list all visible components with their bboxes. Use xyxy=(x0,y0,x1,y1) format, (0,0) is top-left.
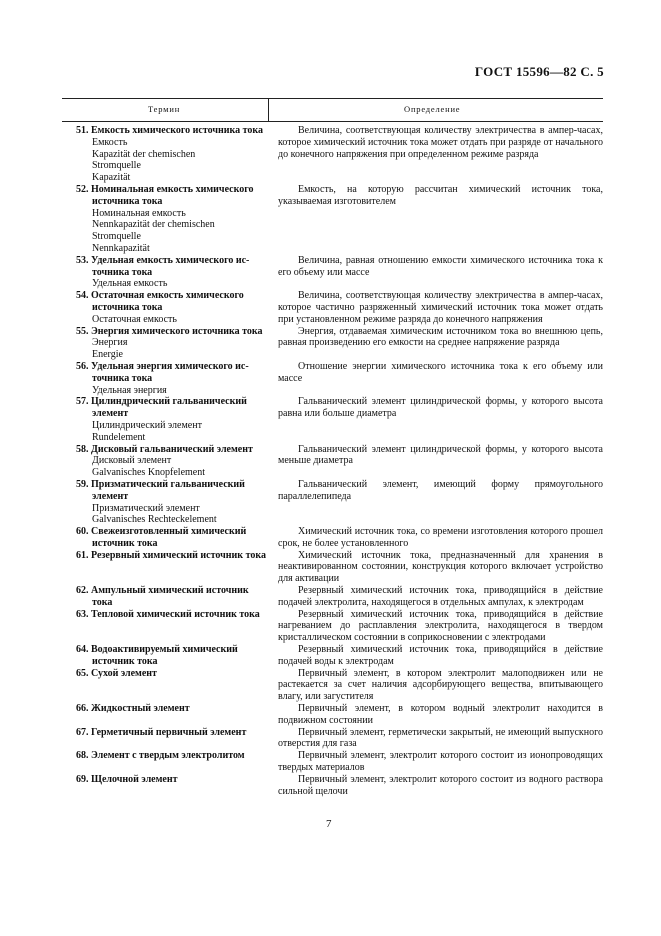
table-row xyxy=(62,184,603,255)
definition-text: Резервный химический источник тока, приводящийся в действие подачей воды к электродам xyxy=(278,644,603,667)
term-title: 59. Призматический гальванический xyxy=(76,478,245,490)
definition-text: Первичный элемент, в котором водный электролит находится в подвижном состоянии xyxy=(278,703,603,726)
term-cell xyxy=(62,444,268,479)
term-title: 65. Сухой элемент xyxy=(76,667,157,679)
term-synonym: Galvanisches Rechteckelement xyxy=(92,514,217,526)
term-synonym: Цилиндрический элемент xyxy=(92,419,202,431)
term-title: 63. Тепловой химический источник тока xyxy=(76,608,260,620)
definition-text: Отношение энергии химического источника тока к его объему или массе xyxy=(278,360,603,384)
term-cell xyxy=(62,750,268,774)
term-title: 66. Жидкостный элемент xyxy=(76,703,190,715)
table-row xyxy=(62,550,603,585)
definition-cell xyxy=(268,326,603,361)
definition-text: Первичный элемент, в котором электролит малоподвижен или не растекается за счет наличия адсорбирующего вещества, впитывающего влагу, или загустителя xyxy=(278,667,603,703)
term-title: 67. Герметичный первичный элемент xyxy=(76,726,247,738)
term-title: элемент xyxy=(92,490,129,502)
table-top-rule xyxy=(62,98,603,99)
term-cell xyxy=(62,184,268,255)
definition-text: Первичный элемент, герметически закрытый, не имеющий выпускного отверстия для газа xyxy=(278,726,603,750)
definition-text: Гальванический элемент цилиндрической формы, у которого высота равна или больше диаметра xyxy=(278,396,603,420)
term-title: 68. Элемент с твердым электролитом xyxy=(76,750,245,762)
term-title: 69. Щелочной элемент xyxy=(76,773,178,785)
term-cell xyxy=(62,727,268,751)
column-divider xyxy=(268,98,269,122)
term-synonym: Energie xyxy=(92,349,123,361)
definition-text: Гальванический элемент цилиндрической формы, у которого высота меньше диаметра xyxy=(278,443,603,467)
definition-text: Величина, равная отношению емкости химического источника тока к его объему или массе xyxy=(278,254,603,278)
definition-cell xyxy=(268,184,603,255)
term-title: элемент xyxy=(92,408,129,420)
definition-text: Первичный элемент, электролит которого состоит из ионопроводящих твердых материалов xyxy=(278,750,603,774)
term-cell xyxy=(62,479,268,526)
definition-text: Первичный элемент, электролит которого состоит из водного раствора сильной щелочи xyxy=(278,773,603,797)
definition-text: Резервный химический источник тока, приводящийся в действие нагреванием до расплавления электролита, находящегося в твердом кристаллическом состоянии в соприкосновении с электродами xyxy=(278,608,603,644)
table-row xyxy=(62,479,603,526)
definition-cell xyxy=(268,125,603,184)
term-synonym: Номинальная емкость xyxy=(92,207,186,219)
term-synonym: Kapazität der chemischen xyxy=(92,148,196,160)
definition-cell xyxy=(268,668,603,703)
definition-cell xyxy=(268,774,603,798)
definition-cell xyxy=(268,526,603,550)
definition-text: Величина, соответствующая количеству электричества в ампер-часах, которое частично разряженный химический источник тока может отдать при установленном режиме разряда до конечного напряжения xyxy=(278,290,603,325)
definition-text: Емкость, на которую рассчитан химический источник тока, указываемая изготовителем xyxy=(278,183,603,207)
term-cell xyxy=(62,290,268,325)
definition-cell xyxy=(268,479,603,526)
table-row xyxy=(62,326,603,361)
term-title: 53. Удельная емкость химического ис- xyxy=(76,254,250,266)
terms-table-body xyxy=(62,125,603,797)
term-cell xyxy=(62,550,268,585)
term-synonym: Призматический элемент xyxy=(92,502,200,514)
term-title: 58. Дисковый гальванический элемент xyxy=(76,443,253,455)
definition-cell xyxy=(268,585,603,609)
definition-cell xyxy=(268,290,603,325)
table-row xyxy=(62,750,603,774)
term-synonym: Kapazität xyxy=(92,172,131,184)
table-row xyxy=(62,727,603,751)
definition-cell xyxy=(268,444,603,479)
term-synonym: Stromquelle xyxy=(92,231,141,243)
term-cell xyxy=(62,125,268,184)
term-cell xyxy=(62,396,268,443)
term-cell xyxy=(62,609,268,644)
definition-text: Химический источник тока, предназначенный для хранения в неактивированном состоянии, конструкция которого включает устройство для активации xyxy=(278,549,603,585)
table-row xyxy=(62,644,603,668)
page-header: ГОСТ 15596—82 С. 5 xyxy=(474,64,604,79)
term-title: источник тока xyxy=(92,655,158,667)
table-row xyxy=(62,125,603,184)
term-synonym: Удельная емкость xyxy=(92,278,168,290)
term-title: 51. Емкость химического источника тока xyxy=(76,125,264,136)
table-row xyxy=(62,609,603,644)
table-row xyxy=(62,585,603,609)
term-title: 56. Удельная энергия химического ис- xyxy=(76,360,249,372)
table-row xyxy=(62,444,603,479)
term-title: источник тока xyxy=(92,537,158,549)
term-synonym: Stromquelle xyxy=(92,160,141,172)
definition-text: Энергия, отдаваемая химическим источником тока во внешнюю цепь, равная произведению его емкости на среднее напряжение разряда xyxy=(278,325,603,349)
term-title: 52. Номинальная емкость химического xyxy=(76,183,254,195)
term-cell xyxy=(62,326,268,361)
term-synonym: Энергия xyxy=(92,337,128,349)
term-title: 60. Свежеизготовленный химический xyxy=(76,526,247,538)
term-synonym: Nennkapazität xyxy=(92,242,150,254)
table-row xyxy=(62,703,603,727)
definition-cell xyxy=(268,703,603,727)
definition-cell xyxy=(268,550,603,585)
definition-cell xyxy=(268,255,603,290)
definition-cell xyxy=(268,361,603,396)
term-synonym: Galvanisches Knopfelement xyxy=(92,467,206,479)
term-cell xyxy=(62,585,268,609)
term-title: 54. Остаточная емкость химического xyxy=(76,290,244,302)
definition-cell xyxy=(268,609,603,644)
term-synonym: Дисковый элемент xyxy=(92,455,172,467)
term-cell xyxy=(62,361,268,396)
term-title: 61. Резервный химический источник тока xyxy=(76,549,266,561)
term-cell xyxy=(62,668,268,703)
term-title: тока xyxy=(92,596,113,608)
column-header-definition: Определение xyxy=(404,104,461,114)
definition-text: Гальванический элемент, имеющий форму прямоугольного параллелепипеда xyxy=(278,478,603,502)
column-header-term: Термин xyxy=(148,104,181,114)
definition-text: Резервный химический источник тока, приводящийся в действие подачей электролита, находящегося в отдельных ампулах, к электродам xyxy=(278,585,603,608)
term-synonym: Остаточная емкость xyxy=(92,313,177,325)
term-title: точника тока xyxy=(92,372,153,384)
table-row xyxy=(62,290,603,325)
table-row xyxy=(62,396,603,443)
term-title: 62. Ампульный химический источник xyxy=(76,585,249,597)
definition-text: Химический источник тока, со времени изготовления которого прошел срок, не более установленного xyxy=(278,526,603,549)
table-row xyxy=(62,526,603,550)
term-title: 64. Водоактивируемый химический xyxy=(76,644,238,656)
table-header-rule xyxy=(62,121,603,122)
term-title: источника тока xyxy=(92,301,163,313)
page-number: 7 xyxy=(326,818,332,830)
term-synonym: Rundelement xyxy=(92,431,146,443)
table-row xyxy=(62,774,603,798)
definition-cell xyxy=(268,750,603,774)
table-row xyxy=(62,361,603,396)
term-title: источника тока xyxy=(92,195,163,207)
term-cell xyxy=(62,774,268,798)
term-synonym: Nennkapazität der chemischen xyxy=(92,219,215,231)
term-title: точника тока xyxy=(92,266,153,278)
term-title: 57. Цилиндрический гальванический xyxy=(76,396,247,408)
term-cell xyxy=(62,255,268,290)
definition-cell xyxy=(268,727,603,751)
term-synonym: Удельная энергия xyxy=(92,384,167,396)
table-row xyxy=(62,255,603,290)
definition-cell xyxy=(268,644,603,668)
term-cell xyxy=(62,526,268,550)
definition-text: Величина, соответствующая количеству электричества в ампер-часах, которое химический источник тока может отдать при разряде от начального до конечного напряжения при определенном режиме разряда xyxy=(278,125,603,160)
term-cell xyxy=(62,644,268,668)
table-row xyxy=(62,668,603,703)
term-synonym: Емкость xyxy=(92,136,128,148)
definition-cell xyxy=(268,396,603,443)
term-title: 55. Энергия химического источника тока xyxy=(76,325,263,337)
term-cell xyxy=(62,703,268,727)
